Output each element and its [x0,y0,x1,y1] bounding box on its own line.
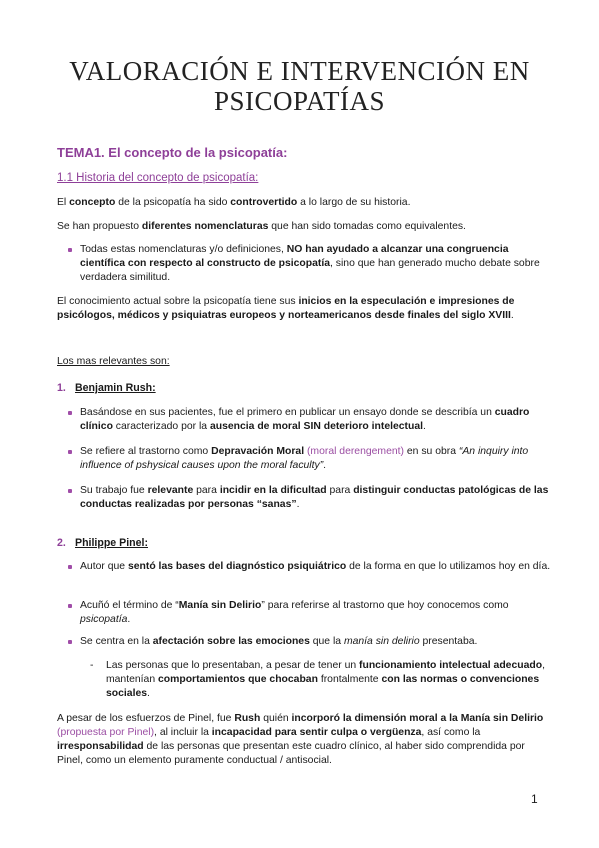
paragraph-concept: El concepto de la psicopatía ha sido controvertido a lo largo de su historia. [57,197,411,208]
bullet-item: Su trabajo fue relevante para incidir en la dificultad para distinguir conductas patológicas de las conductas realizadas por personas “sanas”. [68,484,555,512]
bullet-marker [68,489,72,493]
bullet-marker [68,640,72,644]
bullet-marker [68,604,72,608]
subsection-heading: 1.1 Historia del concepto de psicopatía: [57,172,259,184]
bullet-item: Autor que sentó las bases del diagnóstico psiquiátrico de la forma en que lo utilizamos hoy en día. [68,560,555,574]
bullet-marker [68,248,72,252]
author-heading-rush: 1. Benjamin Rush: [57,382,156,394]
paragraph-nomenclatures: Se han propuesto diferentes nomenclaturas que han sido tomadas como equivalentes. [57,221,466,232]
bullet-marker [68,450,72,454]
bullet-item: Todas estas nomenclaturas y/o definiciones, NO han ayudado a alcanzar una congruencia científica con respecto al constructo de psicopatía, sino que han generado mucho debate sobre verdadera similitud. [68,243,555,285]
bullet-item: Basándose en sus pacientes, fue el primero en publicar un ensayo donde se describía un cuadro clínico caracterizado por la ausencia de moral SIN deterioro intelectual. [68,406,555,434]
bullet-item: Acuñó el término de “Manía sin Delirio” para referirse al trastorno que hoy conocemos como psicopatía. [68,599,555,627]
author-heading-pinel: 2. Philippe Pinel: [57,537,148,549]
relevant-label: Los mas relevantes son: [57,356,170,367]
page-number: 1 [531,792,538,806]
bullet-marker [68,565,72,569]
paragraph-conclusion: A pesar de los esfuerzos de Pinel, fue Rush quién incorporó la dimensión moral a la Manía sin Delirio (propuesta por Pinel), al incluir la incapacidad para sentir culpa o vergüenza, así como la irresponsabilidad de las personas que presentan este cuadro clínico, al haber sido comprendida por Pinel, como un elemento puramente conductual / antisocial. [57,713,544,766]
document-title: VALORACIÓN E INTERVENCIÓN EN PSICOPATÍAS [69,56,530,116]
dash-marker: - [90,660,94,671]
section-heading: TEMA1. El concepto de la psicopatía: [57,145,288,160]
bullet-item: Se refiere al trastorno como Depravación Moral (moral derengement) en su obra “An inquiry into influence of pshysical causes upon the moral faculty”. [68,445,555,473]
paragraph-origins: El conocimiento actual sobre la psicopatía tiene sus inicios en la especulación e impresiones de psicólogos, médicos y psiquiatras europeos y norteamericanos desde finales del siglo XVIII. [57,296,515,321]
bullet-item: Se centra en la afectación sobre las emociones que la manía sin delirio presentaba. [68,635,555,649]
dash-subitem: - Las personas que lo presentaban, a pesar de tener un funcionamiento intelectual adecuado, mantenían comportamientos que chocaban frontalmente con las normas o convenciones sociales. [90,660,545,699]
bullet-marker [68,411,72,415]
